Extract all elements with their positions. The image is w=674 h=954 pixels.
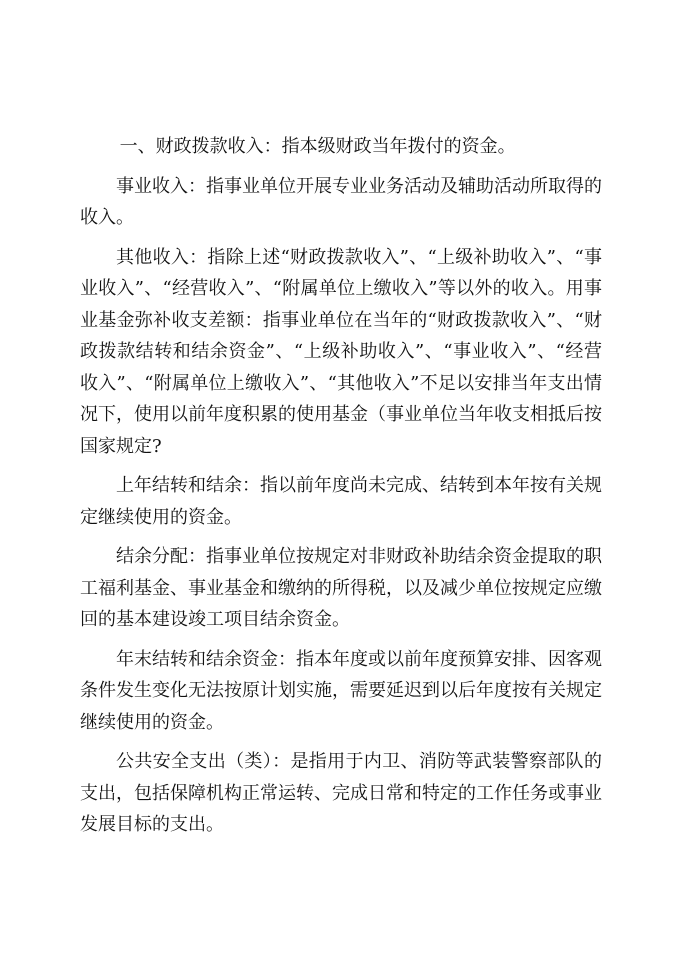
paragraph-surplus-distribution: 结余分配：指事业单位按规定对非财政补助结余资金提取的职工福利基金、事业基金和缴纳的所得税，以及减少单位按规定应缴回的基本建设竣工项目结余资金。 [80,546,602,630]
paragraph-prior-year-carryover: 上年结转和结余：指以前年度尚未完成、结转到本年按有关规定继续使用的资金。 [80,475,602,528]
paragraph-business-income: 事业收入：指事业单位开展专业业务活动及辅助活动所取得的收入。 [80,175,602,228]
document-body [80,131,602,841]
paragraph-year-end-carryover: 年末结转和结余资金：指本年度或以前年度预算安排、因客观条件发生变化无法按原计划实施，需要延迟到以后年度按有关规定继续使用的资金。 [80,648,602,733]
paragraph-fiscal-allocation-income: 一、财政拨款收入：指本级财政当年拨付的资金。 [119,136,516,157]
paragraph-public-security-expenditure: 公共安全支出（类）：是指用于内卫、消防等武装警察部队的支出，包括保障机构正常运转、完成日常和特定的工作任务或事业发展目标的支出。 [80,751,602,835]
paragraph-other-income: 其他收入：指除上述“财政拨款收入”、“上级补助收入”、“事业收入”、“经营收入”、“附属单位上缴收入”等以外的收入。用事业基金弥补收支差额：指事业单位在当年的“财政拨款收入”、“财政拨款结转和结余资金”、“上级补助收入”、“事业收入”、“经营收入”、“附属单位上缴收入”、“其他收入”不足以安排当年支出情况下，使用以前年度积累的使用基金（事业单位当年收支相抵后按国家规定? [80,246,602,457]
